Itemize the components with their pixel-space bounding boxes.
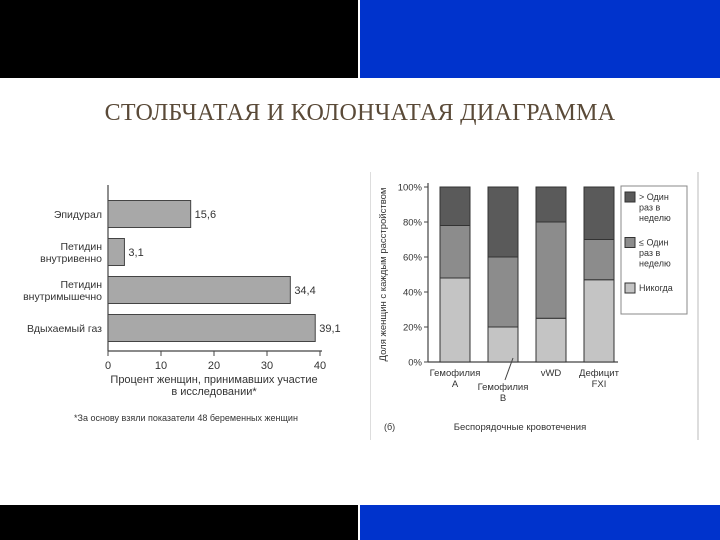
horizontal-bar-chart <box>10 175 360 445</box>
stacked-chart-frame <box>370 172 700 440</box>
category-label: vWD <box>540 368 562 379</box>
stack-segment <box>440 226 470 279</box>
bar <box>108 239 124 266</box>
stack-segment <box>584 280 614 362</box>
footer-bar <box>0 505 720 540</box>
y-tick-label: 80% <box>402 217 422 229</box>
x-axis-title: Беспорядочные кровотечения <box>453 422 587 433</box>
data-label: 3,1 <box>128 247 144 259</box>
header-bar <box>0 0 720 78</box>
stacked-column-chart <box>370 172 700 440</box>
y-axis-title: Доля женщин с каждым расстройством <box>378 187 389 362</box>
x-tick-label: 0 <box>104 360 112 372</box>
legend-swatch <box>625 238 635 248</box>
footer-blue-block <box>360 505 720 540</box>
stack-segment <box>536 318 566 362</box>
footnote: *За основу взяли показатели 48 беременных женщин <box>74 413 298 423</box>
x-axis-title: Процент женщин, принимавших участие в исследовании* <box>110 374 318 398</box>
y-tick-label: 60% <box>402 252 422 264</box>
data-label: 34,4 <box>294 285 316 297</box>
bar <box>108 201 191 228</box>
x-tick-label: 30 <box>260 360 274 372</box>
category-label: Гемофилия А <box>429 368 481 390</box>
stack-segment <box>536 222 566 318</box>
legend-label: ≤ Один раз в неделю <box>639 237 671 269</box>
y-tick-label: 0% <box>408 357 422 369</box>
legend-swatch <box>625 192 635 202</box>
category-label: Гемофилия В <box>477 382 529 404</box>
legend-label: Никогда <box>639 283 673 293</box>
x-tick-label: 20 <box>207 360 221 372</box>
stack-segment <box>584 240 614 280</box>
panel-label: (б) <box>384 422 396 432</box>
stack-segment <box>440 187 470 226</box>
stack-segment <box>488 327 518 362</box>
data-label: 39,1 <box>319 323 341 335</box>
stack-segment <box>488 187 518 257</box>
category-label: Вдыхаемый газ <box>26 323 102 335</box>
y-tick-label: 100% <box>397 182 422 194</box>
category-label: Дефицит FXI <box>579 368 619 390</box>
x-tick-label: 10 <box>154 360 168 372</box>
category-label: Петидин внутривенно <box>40 241 102 265</box>
bar <box>108 315 315 342</box>
x-tick-label: 40 <box>313 360 327 372</box>
data-label: 15,6 <box>194 209 217 221</box>
legend-swatch <box>625 283 635 293</box>
stack-segment <box>488 257 518 327</box>
footer-black-block <box>0 505 358 540</box>
stack-segment <box>536 187 566 222</box>
header-blue-block <box>360 0 720 78</box>
stack-segment <box>440 278 470 362</box>
y-tick-label: 40% <box>402 287 422 299</box>
y-tick-label: 20% <box>402 322 422 334</box>
bar <box>108 277 290 304</box>
stack-segment <box>584 187 614 240</box>
slide-title: СТОЛБЧАТАЯ И КОЛОНЧАТАЯ ДИАГРАММА <box>104 100 616 126</box>
legend-label: > Один раз в неделю <box>639 192 671 223</box>
header-black-block <box>0 0 358 78</box>
category-label: Эпидурал <box>53 209 102 221</box>
category-label: Петидин внутримышечно <box>23 279 102 303</box>
